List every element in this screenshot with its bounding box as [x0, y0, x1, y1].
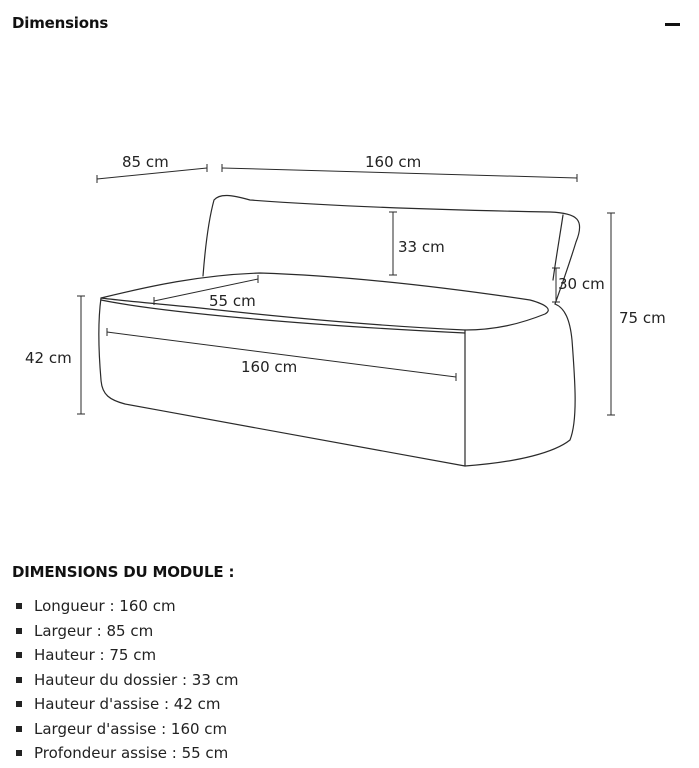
- label-seat-depth: 55 cm: [209, 292, 256, 310]
- module-dimensions-heading: DIMENSIONS DU MODULE :: [12, 563, 235, 581]
- list-item-text: Largeur d'assise : 160 cm: [34, 719, 228, 738]
- bullet-icon: [16, 701, 22, 707]
- list-item: [16, 668, 239, 693]
- sofa-dimension-diagram: [0, 130, 699, 480]
- sofa-backrest-fold: [553, 215, 563, 280]
- list-item-text: Profondeur assise : 55 cm: [34, 744, 229, 763]
- dimensions-header[interactable]: [0, 0, 699, 48]
- list-item-text: Largeur : 85 cm: [34, 621, 154, 640]
- label-top-width: 160 cm: [365, 153, 422, 171]
- list-item: [16, 692, 239, 717]
- label-total-height: 75 cm: [619, 309, 666, 327]
- sofa-drawing: [0, 130, 699, 480]
- collapse-button[interactable]: [660, 14, 684, 34]
- list-item-text: Hauteur d'assise : 42 cm: [34, 695, 221, 714]
- label-top-depth: 85 cm: [122, 153, 169, 171]
- bullet-icon: [16, 750, 22, 756]
- section-heading: Dimensions: [12, 14, 109, 32]
- list-item-text: Hauteur : 75 cm: [34, 646, 157, 665]
- list-item: [16, 717, 239, 742]
- list-item-text: Longueur : 160 cm: [34, 597, 176, 616]
- label-arm-height: 30 cm: [558, 275, 605, 293]
- sofa-seat-top-outline: [101, 273, 548, 330]
- bullet-icon: [16, 628, 22, 634]
- dimension-list: [16, 594, 239, 766]
- bullet-icon: [16, 677, 22, 683]
- bullet-icon: [16, 603, 22, 609]
- list-item: [16, 741, 239, 766]
- sofa-base-outline: [99, 298, 575, 466]
- list-item: [16, 594, 239, 619]
- bullet-icon: [16, 652, 22, 658]
- list-item-text: Hauteur du dossier : 33 cm: [34, 670, 239, 689]
- bullet-icon: [16, 726, 22, 732]
- label-seat-height: 42 cm: [25, 349, 72, 367]
- label-back-height: 33 cm: [398, 238, 445, 256]
- list-item: [16, 643, 239, 668]
- list-item: [16, 619, 239, 644]
- label-seat-width: 160 cm: [241, 358, 298, 376]
- minus-icon: [665, 23, 680, 26]
